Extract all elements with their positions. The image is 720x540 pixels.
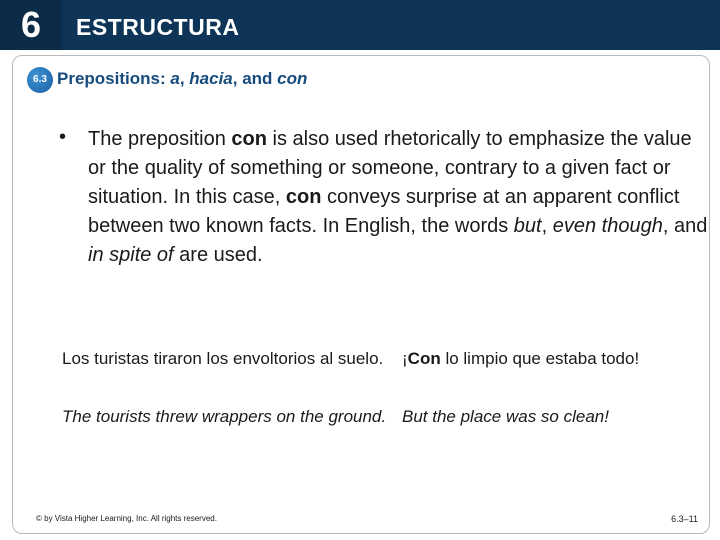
copyright-notice: © by Vista Higher Learning, Inc. All rights reserved. (36, 514, 217, 523)
example-spanish-right-post: lo limpio que estaba todo! (440, 349, 640, 368)
bullet-marker: • (59, 126, 67, 148)
bullet-text-2: is also used rhetorically to emphasize the value or the quality of something or someone, contrary to a given fact or situation. In this case, (88, 128, 692, 208)
bullet-text-3: conveys surprise at an apparent conflict between two known facts. In English, the words (88, 186, 680, 237)
example-english-right: But the place was so clean! (402, 407, 609, 426)
section-title-sep1: , (179, 69, 190, 88)
example-english-left-text: The tourists threw wrappers on the ground. (62, 407, 387, 426)
section-title-hacia: hacia (189, 69, 233, 88)
bullet-bold-con-1: con (231, 128, 267, 150)
section-title (57, 69, 307, 89)
bullet-text-4: , (541, 215, 553, 237)
bullet-italic-in-spite-of: in spite of (88, 244, 174, 266)
example-spanish-right (402, 346, 712, 371)
section-title-sep2: , and (232, 69, 278, 88)
example-spanish-left (62, 346, 392, 371)
example-spanish-right-pre: ¡ (402, 349, 408, 368)
chapter-number-box (0, 0, 62, 50)
section-title-a: a (170, 69, 180, 88)
bullet-text-6: are used. (173, 244, 263, 266)
slide-number: 6.3–11 (671, 514, 698, 524)
section-badge: 6.3 (27, 67, 53, 93)
chapter-number: 6 (20, 4, 42, 45)
example-spanish-right-bold: Con (407, 349, 441, 368)
header-bar (0, 0, 720, 50)
section-title-prefix: Prepositions: (57, 69, 171, 88)
chapter-title: ESTRUCTURA (76, 14, 240, 40)
example-spanish-left-text: Los turistas tiraron los envoltorios al suelo. (62, 349, 384, 368)
bullet-text-1: The preposition (88, 128, 232, 150)
section-title-con: con (277, 69, 308, 88)
bullet-bold-con-2: con (285, 186, 322, 208)
example-english-left (62, 404, 392, 429)
bullet-text-5: , and (662, 215, 708, 237)
bullet-italic-but: but (513, 215, 542, 237)
bullet-italic-even-though: even though (552, 215, 663, 237)
bullet-paragraph (88, 125, 708, 270)
